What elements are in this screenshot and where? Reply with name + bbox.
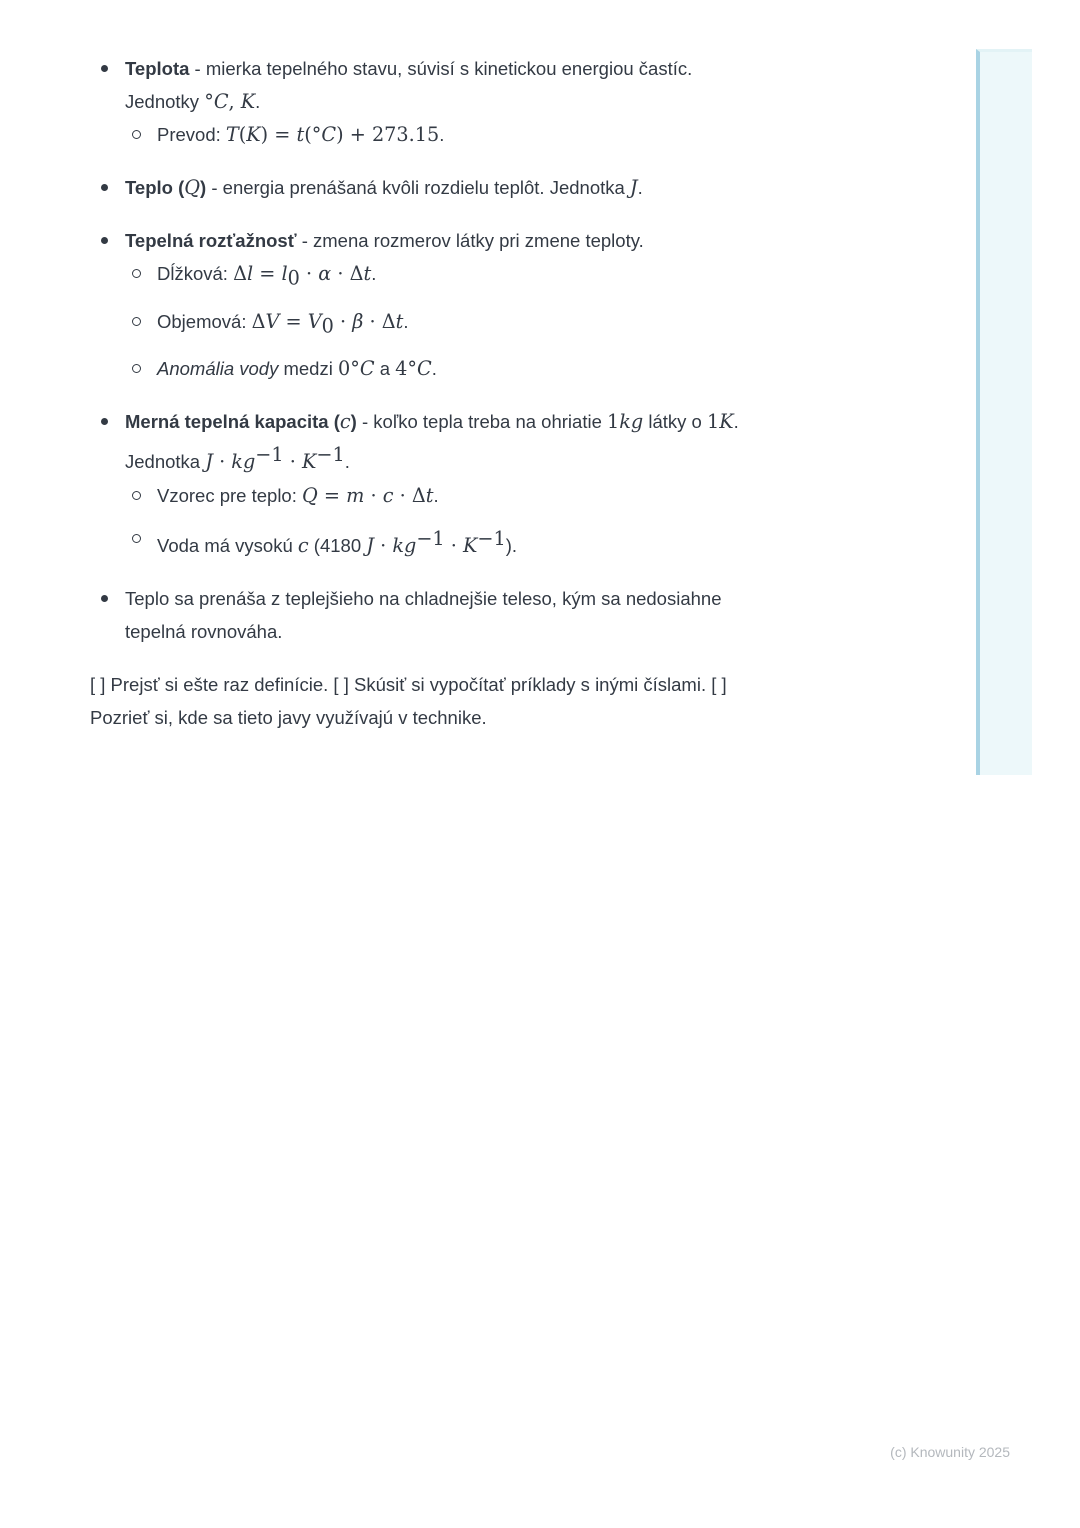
block-text	[157, 118, 890, 151]
sub-bullet-list	[125, 257, 890, 385]
text-segment: °	[311, 123, 322, 146]
text-segment: kg	[231, 450, 256, 474]
text-segment: Tepelná rozťažnosť	[125, 230, 297, 251]
text-segment: - energia prenášaná kvôli rozdielu teplôt. Jednotka	[206, 177, 630, 198]
bullet-item	[90, 405, 890, 561]
circle-bullet-icon	[132, 364, 141, 373]
block-text	[90, 668, 890, 734]
paragraph	[90, 668, 890, 734]
text-segment: .	[344, 451, 350, 473]
text-segment: 0	[337, 357, 351, 381]
text-segment: =	[317, 483, 347, 507]
block-text	[157, 257, 890, 295]
text-segment: ·	[331, 262, 350, 285]
text-segment: c	[297, 533, 309, 557]
text-segment: =	[253, 262, 282, 285]
text-segment: K	[301, 450, 317, 474]
text-segment: kg	[392, 533, 417, 557]
disc-bullet-icon	[101, 595, 108, 602]
sub-bullet-list	[125, 118, 890, 151]
block-text	[125, 171, 890, 204]
text-segment: 0	[287, 266, 300, 290]
text-segment: l	[281, 262, 288, 285]
text-segment: K	[719, 410, 734, 434]
text-segment: ·	[374, 533, 393, 557]
text-segment: Merná tepelná kapacita (	[125, 411, 340, 433]
text-segment: - koľko tepla treba na ohriatie	[356, 411, 607, 433]
bullet-item	[90, 582, 890, 648]
text-segment: .	[431, 358, 437, 380]
text-segment: V	[307, 309, 322, 333]
text-segment: ·	[444, 533, 464, 557]
text-segment: C	[359, 357, 375, 381]
text-segment: β	[352, 309, 364, 333]
right-accent-bar	[976, 49, 1032, 775]
text-segment: (	[238, 123, 247, 146]
text-segment: J	[205, 450, 213, 474]
bullet-item	[90, 171, 890, 204]
text-segment: Anomália vody	[157, 358, 279, 380]
text-segment: −1	[316, 443, 345, 467]
disc-bullet-icon	[101, 418, 108, 425]
block-text	[157, 479, 890, 512]
text-segment: [ ] Prejsť si ešte raz definície. [ ] Skúsiť si vypočítať príklady s inými číslami. [ ]	[90, 673, 727, 695]
disc-bullet-icon	[101, 65, 108, 72]
text-segment: látky o	[643, 411, 707, 433]
text-segment: −1	[416, 526, 445, 550]
text-segment: m	[346, 483, 365, 507]
text-segment: Teplo sa prenáša z teplejšieho na chladnejšie teleso, kým sa nedosiahne	[125, 587, 722, 609]
block-text	[157, 522, 890, 562]
text-segment: °	[350, 357, 360, 381]
text-segment: .	[403, 310, 409, 332]
text-segment: Jednotky	[125, 91, 205, 112]
sub-bullet-item	[125, 305, 890, 343]
text-segment: =	[279, 309, 308, 333]
text-segment: K	[246, 123, 261, 146]
text-segment: 1	[706, 410, 720, 434]
text-segment: l	[246, 262, 254, 285]
text-segment: −1	[477, 526, 506, 550]
text-segment: Δ	[411, 483, 426, 507]
text-segment: Pozrieť si, kde sa tieto javy využívajú v technike.	[90, 706, 487, 728]
sub-bullet-item	[125, 257, 890, 295]
text-segment: α	[318, 262, 332, 285]
text-segment: ·	[333, 309, 353, 333]
text-segment: 1	[607, 410, 620, 434]
disc-bullet-icon	[101, 237, 108, 244]
text-segment: J	[366, 533, 374, 557]
text-segment: .	[433, 484, 439, 506]
text-segment: - zmena rozmerov látky pri zmene teploty.	[296, 230, 644, 251]
circle-bullet-icon	[132, 317, 141, 326]
text-segment: kg	[619, 410, 644, 434]
text-segment: .	[733, 411, 739, 433]
text-segment: J	[629, 176, 638, 199]
text-segment: Q	[184, 176, 201, 199]
bullet-item	[90, 224, 890, 385]
text-segment: 4	[395, 357, 408, 381]
text-segment: ·	[212, 450, 232, 474]
text-segment: .	[255, 91, 261, 112]
circle-bullet-icon	[132, 269, 141, 278]
block-text	[125, 224, 890, 257]
text-segment: Teplo (	[125, 177, 185, 198]
text-segment: Jednotka	[125, 451, 206, 473]
sub-bullet-item	[125, 479, 890, 512]
text-segment: C	[321, 123, 337, 146]
text-segment: C	[417, 357, 432, 381]
text-segment: K	[240, 90, 256, 113]
circle-bullet-icon	[132, 491, 141, 500]
text-segment: - mierka tepelného stavu, súvisí s kinetickou energiou častíc.	[189, 58, 693, 79]
sub-bullet-item	[125, 352, 890, 385]
block-text	[157, 352, 890, 385]
text-segment: )	[350, 411, 357, 433]
sub-bullet-item	[125, 522, 890, 562]
text-segment: Teplota	[125, 58, 190, 79]
text-segment: Δ	[381, 309, 396, 333]
text-segment: T	[225, 123, 239, 146]
text-segment: Dĺžková:	[157, 263, 234, 284]
text-segment: °	[407, 357, 418, 381]
sub-bullet-list	[125, 479, 890, 562]
text-segment: Δ	[233, 262, 247, 285]
circle-bullet-icon	[132, 534, 141, 543]
text-segment: ·	[299, 262, 319, 285]
block-text	[125, 52, 890, 118]
text-segment: t	[425, 483, 434, 507]
bullet-item	[90, 52, 890, 151]
text-segment: t	[395, 309, 404, 333]
text-segment: K	[463, 533, 478, 557]
content	[90, 52, 890, 734]
text-segment: Q	[302, 483, 318, 507]
footer-copyright: (c) Knowunity 2025	[890, 1444, 1010, 1460]
text-segment: ·	[283, 450, 302, 474]
text-segment: ·	[363, 309, 382, 333]
sub-bullet-item	[125, 118, 890, 151]
text-segment: ) =	[260, 123, 297, 146]
text-segment: c	[339, 410, 351, 434]
text-segment: ·	[364, 483, 383, 507]
text-segment: °	[204, 90, 214, 113]
circle-bullet-icon	[132, 130, 141, 139]
text-segment: t	[363, 262, 372, 285]
text-segment: Vzorec pre teplo:	[157, 484, 302, 506]
text-segment: .	[371, 263, 377, 284]
block-text	[157, 305, 890, 343]
text-segment: ) + 273.15	[336, 123, 440, 146]
text-segment: Objemová:	[157, 310, 252, 332]
text-segment: (4180	[308, 534, 367, 556]
text-segment: C	[213, 90, 229, 113]
text-segment: t	[296, 123, 305, 146]
text-segment: a	[374, 358, 396, 380]
text-segment: .	[637, 177, 643, 198]
text-segment: medzi	[278, 358, 338, 380]
block-text	[125, 582, 890, 648]
text-segment: tepelná rovnováha.	[125, 620, 283, 642]
text-segment: ·	[393, 483, 412, 507]
text-segment: .	[439, 124, 445, 145]
text-segment: Δ	[251, 309, 266, 333]
block-text	[125, 405, 890, 478]
text-segment: ,	[228, 90, 241, 113]
disc-bullet-icon	[101, 184, 108, 191]
text-segment: Voda má vysokú	[157, 534, 298, 556]
text-segment: (	[304, 123, 312, 146]
text-segment: 0	[321, 314, 334, 338]
text-segment: −1	[255, 443, 284, 467]
text-segment: c	[382, 483, 394, 507]
text-segment: ).	[505, 534, 518, 556]
text-segment: Δ	[349, 262, 364, 285]
text-segment: )	[200, 177, 207, 198]
text-segment: V	[265, 309, 280, 333]
text-segment: Prevod:	[157, 124, 226, 145]
